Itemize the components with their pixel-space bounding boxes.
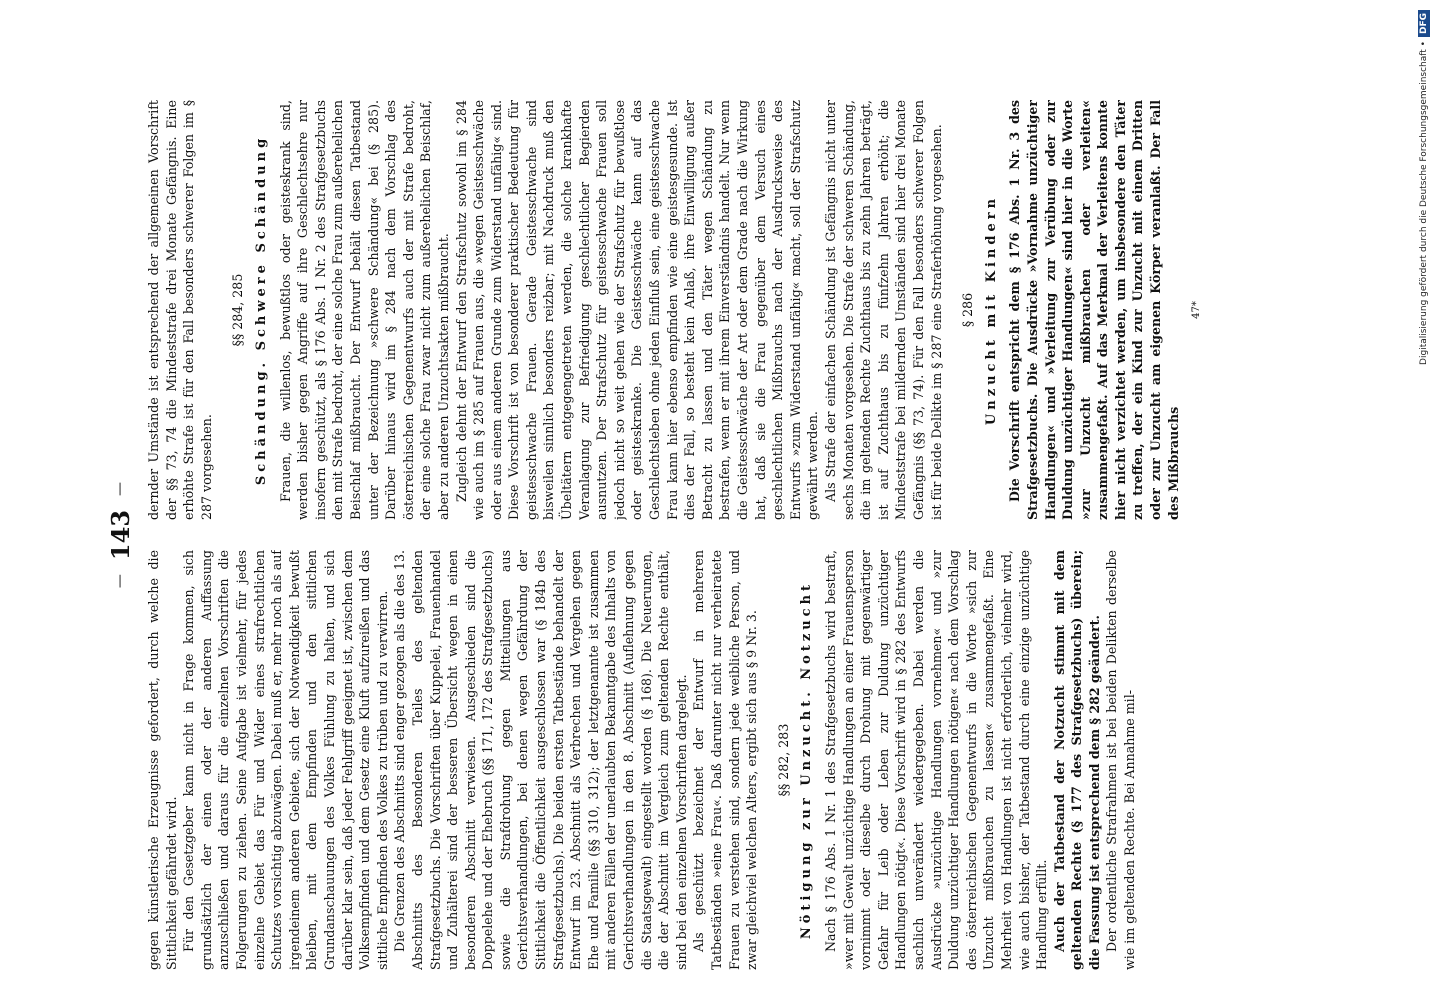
section-title: Unzucht mit Kindern xyxy=(983,194,999,426)
paragraph: Die Vorschrift entspricht dem § 176 Abs. 1 Nr. 3 des Strafgesetzbuchs. Die Ausdrücke »Vornahme unzüchtiger Handlungen« und »Verleitung zur Verübung oder zur Duldung unzüchtiger Handlungen« sind hier in die Worte »zur Unzucht mißbrauchen oder verleiten« zusammengefaßt. Auf das Merkmal der Verleitens konnte hier nicht verzichtet werden, um insbesondere den Täter zu treffen, der ein Kind zur Unzucht mit einem Dritten oder zur Unzucht am eigenen Körper veranlaßt. Der Fall des Mißbrauchs xyxy=(1007,100,1181,520)
paragraph: Für den Gesetzgeber kann nicht in Frage kommen, sich grundsätzlich der einen oder der anderen Auffassung anzuschließen und daraus für die einzelnen Vorschriften die Folgerungen zu ziehen. Seine Aufgabe ist vielmehr, für jedes einzelne Gebiet das Für und Wider eines strafrechtlichen Schutzes vorsichtig abzuwägen. Dabei muß er, mehr noch als auf irgendeinem anderen Gebiete, sich der Notwendigkeit bewußt bleiben, mit dem Empfinden und den sittlichen Grundanschauungen des Volkes Fühlung zu halten, und sich darüber klar sein, daß jeder Fehlgriff geeignet ist, zwischen dem Volksempfinden und dem Gesetz eine Kluft aufzureißen und das sittliche Empfinden des Volkes zu trüben und zu verwirren. xyxy=(181,550,390,970)
page-number: 143 xyxy=(105,509,135,561)
left-column xyxy=(145,550,1295,970)
paragraph: Auch der Tatbestand der Notzucht stimmt mit dem geltenden Rechte (§ 177 des Strafgesetzbuchs) überein; die Fassung ist entsprechend dem § 282 geändert. xyxy=(1051,550,1102,970)
signature-mark: 47* xyxy=(1191,301,1203,319)
paragraph: Frauen, die willenlos, bewußtlos oder geisteskrank sind, werden bisher gegen Angriffe auf ihre Geschlechtsehre nur insofern geschützt, als § 176 Abs. 1 Nr. 2 des Strafgesetzbuchs den mit Strafe bedroht, der eine solche Frau zum außerehelichen Beischlaf mißbraucht. Der Entwurf behält diesen Tatbestand unter der Bezeichnung »schwere Schändung« bei (§ 285). Darüber hinaus wird im § 284 nach dem Vorschlag des österreichischen Gegenentwurfs auch der mit Strafe bedroht, der eine solche Frau zwar nicht zum außerehelichen Beischlaf, aber zu anderen Unzuchtsakten mißbraucht. xyxy=(277,100,451,520)
paragraph: Zugleich dehnt der Entwurf den Strafschutz sowohl im § 284 wie auch im § 285 auf Frauen aus, die »wegen Geistesschwäche oder aus einem anderen Grunde zum Widerstand unfähig« sind. Diese Vorschrift ist von besonderer praktischer Bedeutung für geistesschwache Frauen. Gerade Geistesschwache sind bisweilen sinnlich besonders reizbar; mit Nachdruck muß den Übeltätern entgegengetreten werden, die solche krankhafte Veranlagung zur Befriedigung geschlechtlicher Begierden ausnutzen. Der Strafschutz für geistesschwache Frauen soll jedoch nicht so weit gehen wie der Strafschutz für bewußtlose oder geisteskranke. Die Geistesschwäche kann auf das Geschlechtsleben ohne jeden Einfluß sein, eine geistesschwache Frau kann hier ebenso empfinden wie eine geistesgesunde. Ist dies der Fall, so besteht kein Anlaß, ihre Einwilligung außer Betracht zu lassen und den Täter wegen Schändung zu bestrafen, wenn er mit ihrem Einverständnis handelt. Nur wenn die Geistesschwäche der Art oder dem Grade nach die Wirkung hat, daß sie die Frau gegenüber dem Versuch eines geschlechtlichen Mißbrauchs nach der Ausdrucksweise des Entwurfs »zum Widerstand unfähig« macht, soll der Strafschutz gewährt werden. xyxy=(453,100,821,520)
dfg-note xyxy=(1416,10,1432,970)
paragraph: Als geschützt bezeichnet der Entwurf in mehreren Tatbeständen »eine Frau«. Daß darunter nicht nur verheiratete Frauen zu verstehen sind, sondern jede weibliche Person, und zwar gleichviel welchen Alters, ergibt sich aus § 9 Nr. 3. xyxy=(691,550,760,970)
header-dash-left: — xyxy=(112,574,128,589)
section-title: Nötigung zur Unzucht. Notzucht xyxy=(799,580,815,940)
paragraph: Nach § 176 Abs. 1 Nr. 1 des Strafgesetzbuchs wird bestraft, »wer mit Gewalt unzüchtige Handlungen an einer Frauensperson vornimmt oder dieselbe durch Drohung mit gegenwärtiger Gefahr für Leib oder Leben zur Duldung unzüchtiger Handlungen nötigt«. Diese Vorschrift wird in § 282 des Entwurfs sachlich unverändert wiedergegeben. Dabei werden die Ausdrücke »unzüchtige Handlungen vornehmen« und »zur Duldung unzüchtiger Handlungen nötigen« nach dem Vorschlag des österreichischen Gegenentwurfs in die Worte »sich zur Unzucht mißbrauchen zu lassen« zusammengefaßt. Eine Mehrheit von Handlungen ist nicht erforderlich, vielmehr wird, wie auch bisher, der Tatbestand durch eine einzige unzüchtige Handlung erfüllt. xyxy=(822,550,1050,970)
paragraph: Der ordentliche Strafrahmen ist bei beiden Delikten derselbe wie im geltenden Rechte. Bei Annahme mil- xyxy=(1104,550,1138,970)
right-column xyxy=(145,100,1295,520)
paragraph: Als Strafe der einfachen Schändung ist Gefängnis nicht unter sechs Monaten vorgesehen. Die Strafe der schweren Schändung, die im geltenden Rechte Zuchthaus bis zu zehn Jahren beträgt, ist auf Zuchthaus bis zu fünfzehn Jahren erhöht; die Mindeststrafe bei mildernden Umständen sind hier drei Monate Gefängnis (§§ 73, 74). Für den Fall besonders schwerer Folgen ist für beide Delikte im § 287 eine Straferhöhung vorgesehen. xyxy=(822,100,944,520)
paragraph: dernder Umstände ist entsprechend der allgemeinen Vorschrift der §§ 73, 74 die Mindeststrafe drei Monate Gefängnis. Eine erhöhte Strafe ist für den Fall besonders schwerer Folgen im § 287 vorgesehen. xyxy=(146,100,214,520)
section-title: Schändung. Schwere Schändung xyxy=(253,134,269,486)
section-reference: §§ 282, 283 xyxy=(775,723,791,797)
dfg-logo: DFG xyxy=(1418,10,1430,37)
section-reference: §§ 284, 285 xyxy=(230,273,246,347)
dfg-text: Digitalisierung gefördert durch die Deutsche Forschungsgemeinschaft • xyxy=(1419,41,1429,365)
text-columns xyxy=(145,100,1295,970)
paragraph: gegen künstlerische Erzeugnisse gefordert, durch welche die Sittlichkeit gefährdet wird. xyxy=(146,550,179,970)
header-dash-right: — xyxy=(112,481,128,496)
page-header xyxy=(100,100,140,970)
document-page xyxy=(100,100,1300,970)
section-reference: § 286 xyxy=(960,292,976,328)
paragraph: Die Grenzen des Abschnitts sind enger gezogen als die des 13. Abschnitts des Besonderen Teiles des geltenden Strafgesetzbuchs. Die Vorschriften über Kuppelei, Frauenhandel und Zuhälterei sind der besseren Übersicht wegen in einen besonderen Abschnitt verwiesen. Ausgeschieden sind die Doppelehe und der Ehebruch (§§ 171, 172 des Strafgesetzbuchs) sowie die Strafdrohung gegen Mitteilungen aus Gerichtsverhandlungen, bei denen wegen Gefährdung der Sittlichkeit die Öffentlichkeit ausgeschlossen war (§ 184b des Strafgesetzbuchs). Die beiden ersten Tatbestände behandelt der Entwurf im 23. Abschnitt als Verbrechen und Vergehen gegen Ehe und Familie (§§ 310, 312); der letztgenannte ist zusammen mit anderen Fällen der unerlaubten Bekanntgabe des Inhalts von Gerichtsverhandlungen in den 8. Abschnitt (Auflehnung gegen die Staatsgewalt) eingestellt worden (§ 168). Die Neuerungen, die der Abschnitt im Vergleich zum geltenden Rechte enthält, sind bei den einzelnen Vorschriften dargelegt. xyxy=(392,550,689,970)
